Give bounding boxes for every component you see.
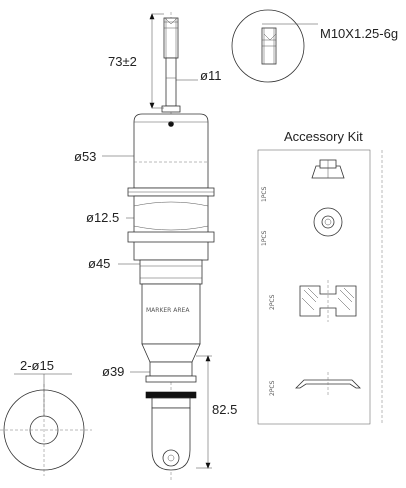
main-tube (140, 260, 202, 376)
kit-item-washer (261, 208, 342, 246)
body-diameter-label: ø45 (88, 256, 111, 271)
rod-length-dimension (150, 14, 164, 108)
thread-spec-label: M10X1.25-6g (320, 26, 399, 41)
accessory-kit-title: Accessory Kit (284, 129, 363, 144)
kit-item-qty: 2PCS (269, 294, 276, 310)
eye-width-label: 82.5 (212, 402, 238, 417)
upper-body (128, 114, 214, 260)
eye-bushing-label: 2-ø15 (20, 358, 54, 373)
rod-diameter-label: ø11 (200, 68, 222, 83)
lower-mount-eye (152, 408, 190, 470)
kit-item-qty: 1PCS (261, 230, 268, 246)
rod-length-label: 73±2 (108, 54, 137, 69)
spring-seat-diameter-label: ø12.5 (86, 210, 120, 225)
eye-side-view (0, 374, 92, 476)
kit-item-rubber-bushing (269, 280, 356, 322)
eye-width-dimension (196, 356, 212, 468)
kit-item-qty: 1PCS (261, 186, 268, 202)
body-top-diameter-label: ø53 (74, 149, 97, 164)
lower-body-diameter-label: ø39 (102, 364, 125, 379)
thread-detail-view (232, 10, 318, 82)
marker-area-label: MARKER AREA (146, 307, 190, 314)
lower-seal-ring (146, 376, 196, 408)
kit-item-qty: 2PCS (269, 380, 276, 396)
kit-item-nut (261, 160, 344, 202)
kit-item-cup-washer (269, 372, 360, 396)
